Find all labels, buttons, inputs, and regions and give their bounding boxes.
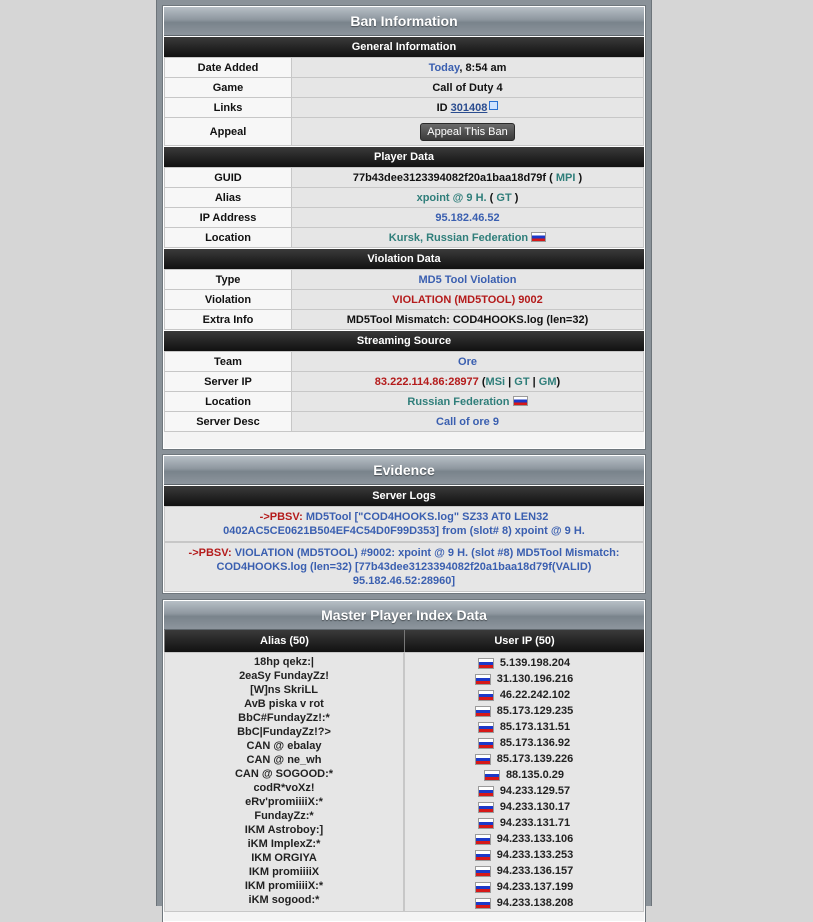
ip-text: 94.233.137.199 <box>496 881 574 893</box>
alias-list-item: iKM sogood:* <box>248 894 320 906</box>
ip-list-item <box>405 735 643 751</box>
label-location: Location <box>165 228 292 248</box>
server-logs-heading: Server Logs <box>164 485 644 506</box>
label-server-location: Location <box>165 392 292 412</box>
server-gt-link[interactable]: GT <box>514 375 530 388</box>
label-team: Team <box>165 352 292 372</box>
russia-flag-icon <box>513 396 528 406</box>
russia-flag-icon <box>475 754 491 765</box>
russia-flag-icon <box>531 232 546 242</box>
russia-flag-icon <box>478 690 494 701</box>
ip-list-item <box>405 767 643 783</box>
ip-text: 94.233.138.208 <box>496 897 574 909</box>
row-alias <box>165 188 644 208</box>
value-extra-info: MD5Tool Mismatch: COD4HOOKS.log (len=32) <box>292 310 644 330</box>
label-guid: GUID <box>165 168 292 188</box>
ip-list-item <box>405 671 643 687</box>
alias-list-item: eRv'promiiiiX:* <box>245 796 323 808</box>
ip-list-item <box>405 687 643 703</box>
alias-list-item: IKM ORGIYA <box>251 852 317 864</box>
evidence-panel <box>163 455 645 593</box>
server-location-text: Russian Federation <box>407 395 510 408</box>
row-date-added <box>165 58 644 78</box>
alias-list-item: 2eaSy FundayZz! <box>239 670 329 682</box>
label-alias: Alias <box>165 188 292 208</box>
ip-column-header: User IP (50) <box>404 630 644 652</box>
ip-column <box>404 652 644 912</box>
date-time: , 8:54 am <box>459 61 507 74</box>
ip-list-item <box>405 895 643 911</box>
russia-flag-icon <box>478 818 494 829</box>
evidence-title: Evidence <box>164 456 644 485</box>
ip-text: 94.233.136.157 <box>496 865 574 877</box>
ban-information-title: Ban Information <box>164 7 644 36</box>
label-type: Type <box>165 270 292 290</box>
server-desc-link[interactable]: Call of ore 9 <box>436 415 499 428</box>
ip-text: 85.173.136.92 <box>499 737 571 749</box>
guid-text: 77b43dee3123394082f20a1baa18d79f <box>352 171 547 184</box>
log-entry <box>164 542 644 592</box>
general-information-heading: General Information <box>164 36 644 57</box>
ip-list-item <box>405 751 643 767</box>
ip-list-item <box>405 655 643 671</box>
ip-list-item <box>405 703 643 719</box>
row-location <box>165 228 644 248</box>
mpi-body <box>164 652 644 912</box>
alias-list-item: CAN @ ebalay <box>246 740 322 752</box>
appeal-button[interactable]: Appeal This Ban <box>420 123 515 141</box>
alias-list-item: BbC|FundayZz!?> <box>237 726 331 738</box>
alias-list-item: CAN @ ne_wh <box>246 754 322 766</box>
row-violation <box>165 290 644 310</box>
log-prefix: ->PBSV: <box>259 511 303 523</box>
ip-link[interactable]: 95.182.46.52 <box>435 211 500 224</box>
date-today-link[interactable]: Today <box>428 61 460 74</box>
alias-list-item: iKM ImplexZ:* <box>247 838 321 850</box>
value-server-location <box>292 392 644 412</box>
player-data-table <box>164 167 644 248</box>
player-data-heading: Player Data <box>164 146 644 167</box>
alias-list-item: CAN @ SOGOOD:* <box>234 768 334 780</box>
ip-text: 85.173.131.51 <box>499 721 571 733</box>
russia-flag-icon <box>484 770 500 781</box>
log-prefix: ->PBSV: <box>188 547 232 559</box>
russia-flag-icon <box>475 850 491 861</box>
value-location <box>292 228 644 248</box>
ip-list-item <box>405 719 643 735</box>
value-alias: xpoint @ 9 H. ( GT ) <box>292 188 644 208</box>
label-server-desc: Server Desc <box>165 412 292 432</box>
row-ip <box>165 208 644 228</box>
row-links <box>165 98 644 118</box>
general-information-table <box>164 57 644 146</box>
log-text: VIOLATION (MD5TOOL) #9002: xpoint @ 9 H. (slot #8) MD5Tool Mismatch: COD4HOOKS.log (len=32) [77b43dee3123394082f20a1baa18d79f(VALID) 95.182.46.52:28960] <box>216 547 620 587</box>
row-extra-info <box>165 310 644 330</box>
ip-list-item <box>405 783 643 799</box>
mpi-link[interactable]: MPI <box>555 171 576 184</box>
ip-list-item <box>405 831 643 847</box>
ip-text: 31.130.196.216 <box>496 673 574 685</box>
label-ip: IP Address <box>165 208 292 228</box>
alias-list-item: [W]ns SkriLL <box>250 684 318 696</box>
russia-flag-icon <box>478 738 494 749</box>
russia-flag-icon <box>475 834 491 845</box>
mpi-header-row <box>164 630 644 652</box>
gm-link[interactable]: GM <box>538 375 557 388</box>
russia-flag-icon <box>478 802 494 813</box>
alias-list-item: 18hp qekz:| <box>254 656 314 668</box>
server-ip-text: 83.222.114.86:28977 <box>374 375 479 388</box>
row-game <box>165 78 644 98</box>
label-game: Game <box>165 78 292 98</box>
russia-flag-icon <box>475 882 491 893</box>
master-player-index-panel <box>163 600 645 922</box>
violation-text: VIOLATION (MD5TOOL) 9002 <box>392 293 543 306</box>
ip-list-item <box>405 863 643 879</box>
value-server-desc <box>292 412 644 432</box>
ip-list-item <box>405 847 643 863</box>
russia-flag-icon <box>478 658 494 669</box>
row-type <box>165 270 644 290</box>
label-links: Links <box>165 98 292 118</box>
ip-text: 46.22.242.102 <box>499 689 571 701</box>
log-entry <box>164 506 644 542</box>
label-server-ip: Server IP <box>165 372 292 392</box>
russia-flag-icon <box>475 674 491 685</box>
ban-information-panel <box>163 6 645 449</box>
alias-list-item: IKM promiiiiX <box>248 866 320 878</box>
ip-text: 5.139.198.204 <box>499 657 571 669</box>
row-server-location <box>165 392 644 412</box>
ip-text: 94.233.129.57 <box>499 785 571 797</box>
team-link[interactable]: Ore <box>458 355 477 368</box>
alias-list-item: BbC#FundayZz!:* <box>238 712 330 724</box>
row-guid <box>165 168 644 188</box>
value-team <box>292 352 644 372</box>
value-guid: 77b43dee3123394082f20a1baa18d79f ( MPI ) <box>292 168 644 188</box>
type-link[interactable]: MD5 Tool Violation <box>418 273 517 286</box>
label-extra-info: Extra Info <box>165 310 292 330</box>
external-link-icon[interactable] <box>489 101 498 110</box>
alias-list-item: FundayZz:* <box>254 810 314 822</box>
alias-column <box>164 652 404 912</box>
value-type <box>292 270 644 290</box>
ip-text: 94.233.131.71 <box>499 817 571 829</box>
value-links <box>292 98 644 118</box>
row-server-ip <box>165 372 644 392</box>
ip-list-item <box>405 799 643 815</box>
streaming-source-table <box>164 351 644 432</box>
streaming-source-heading: Streaming Source <box>164 330 644 351</box>
russia-flag-icon <box>475 706 491 717</box>
row-team <box>165 352 644 372</box>
row-appeal <box>165 118 644 146</box>
page-column <box>156 0 652 909</box>
value-game: Call of Duty 4 <box>292 78 644 98</box>
alias-column-header: Alias (50) <box>164 630 404 652</box>
alias-list-item: codR*voXz! <box>253 782 315 794</box>
russia-flag-icon <box>478 722 494 733</box>
ip-text: 94.233.130.17 <box>499 801 571 813</box>
alias-list-item: IKM promiiiiX:* <box>244 880 324 892</box>
id-prefix: ID <box>436 102 448 114</box>
gt-link[interactable]: GT <box>496 191 512 204</box>
msi-link[interactable]: MSi <box>485 375 506 388</box>
russia-flag-icon <box>475 898 491 909</box>
label-date-added: Date Added <box>165 58 292 78</box>
russia-flag-icon <box>478 786 494 797</box>
label-violation: Violation <box>165 290 292 310</box>
value-date-added <box>292 58 644 78</box>
russia-flag-icon <box>475 866 491 877</box>
ban-id-link[interactable]: 301408 <box>450 102 488 114</box>
log-text: MD5Tool ["COD4HOOKS.log" SZ33 AT0 LEN32 0402AC5CE0621B504EF4C54D0F99D353] from (slot# 8) xpoint @ 9 H. <box>223 511 585 537</box>
ip-text: 94.233.133.106 <box>496 833 574 845</box>
ip-text: 94.233.133.253 <box>496 849 574 861</box>
value-ip <box>292 208 644 228</box>
alias-list-item: AvB piska v rot <box>244 698 324 710</box>
alias-list-item: IKM Astroboy:] <box>244 824 324 836</box>
value-server-ip: 83.222.114.86:28977 (MSi | GT | GM) <box>292 372 644 392</box>
ip-list-item <box>405 815 643 831</box>
alias-link[interactable]: xpoint @ 9 H. <box>416 191 487 204</box>
ip-text: 85.173.129.235 <box>496 705 574 717</box>
violation-data-heading: Violation Data <box>164 248 644 269</box>
location-text: Kursk, Russian Federation <box>388 231 529 244</box>
value-violation <box>292 290 644 310</box>
mpi-title: Master Player Index Data <box>164 601 644 630</box>
ip-list-item <box>405 879 643 895</box>
violation-data-table <box>164 269 644 330</box>
label-appeal: Appeal <box>165 118 292 146</box>
value-appeal <box>292 118 644 146</box>
ip-text: 88.135.0.29 <box>505 769 565 781</box>
row-server-desc <box>165 412 644 432</box>
ip-text: 85.173.139.226 <box>496 753 574 765</box>
